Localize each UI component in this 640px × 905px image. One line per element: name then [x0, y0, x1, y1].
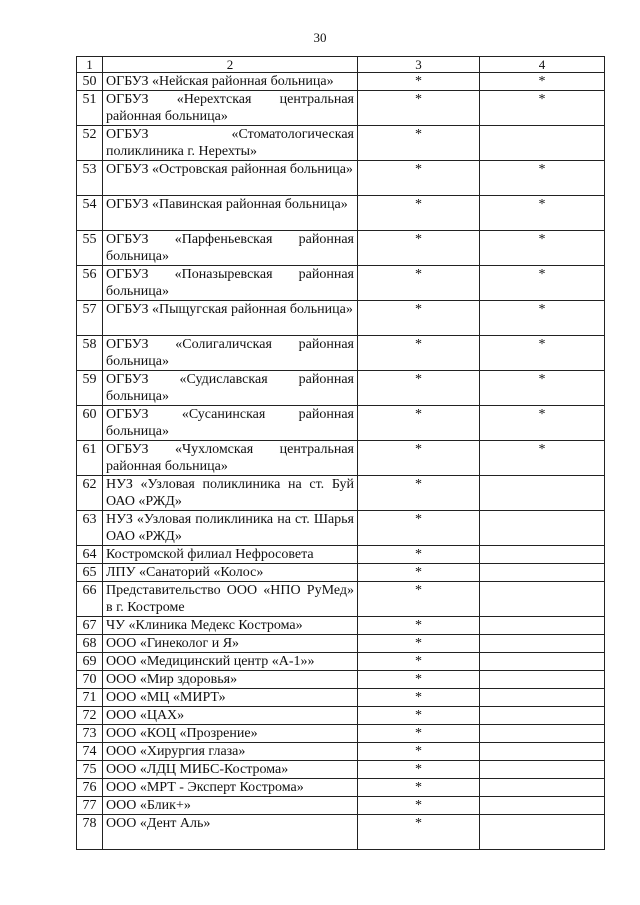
table-row: [77, 815, 605, 850]
row-number-cell: 64: [77, 546, 103, 564]
col3-mark-cell: *: [358, 635, 480, 653]
header-col-3: 3: [358, 57, 480, 73]
institution-name-cell: ОГБУЗ «Солигаличская районная больница»: [103, 336, 358, 371]
row-number-cell: 55: [77, 231, 103, 266]
col4-mark-cell: [480, 797, 605, 815]
col3-mark-cell: *: [358, 689, 480, 707]
institution-name-cell: НУЗ «Узловая поликлиника на ст. Буй ОАО «РЖД»: [103, 476, 358, 511]
col3-mark-cell: *: [358, 707, 480, 725]
table-row: [77, 336, 605, 371]
row-number-cell: 75: [77, 761, 103, 779]
table-row: [77, 126, 605, 161]
institution-name-cell: ООО «ЦАХ»: [103, 707, 358, 725]
row-number-cell: 59: [77, 371, 103, 406]
col4-mark-cell: *: [480, 196, 605, 231]
table-row: [77, 671, 605, 689]
col4-mark-cell: *: [480, 231, 605, 266]
table-row: [77, 653, 605, 671]
col3-mark-cell: *: [358, 779, 480, 797]
table-row: [77, 441, 605, 476]
table-row: [77, 73, 605, 91]
col4-mark-cell: [480, 617, 605, 635]
institution-name-cell: ОГБУЗ «Судиславская районная больница»: [103, 371, 358, 406]
col3-mark-cell: *: [358, 476, 480, 511]
table-row: [77, 635, 605, 653]
table-body: [77, 73, 605, 850]
col4-mark-cell: *: [480, 406, 605, 441]
col4-mark-cell: [480, 761, 605, 779]
row-number-cell: 72: [77, 707, 103, 725]
row-number-cell: 61: [77, 441, 103, 476]
row-number-cell: 66: [77, 582, 103, 617]
col3-mark-cell: *: [358, 797, 480, 815]
col4-mark-cell: [480, 582, 605, 617]
table-row: [77, 689, 605, 707]
col3-mark-cell: *: [358, 266, 480, 301]
institution-name-cell: ООО «Дент Аль»: [103, 815, 358, 850]
row-number-cell: 51: [77, 91, 103, 126]
row-number-cell: 52: [77, 126, 103, 161]
institution-name-cell: ОГБУЗ «Нейская районная больница»: [103, 73, 358, 91]
col4-mark-cell: *: [480, 336, 605, 371]
row-number-cell: 56: [77, 266, 103, 301]
table-row: [77, 231, 605, 266]
row-number-cell: 58: [77, 336, 103, 371]
institution-name-cell: ЛПУ «Санаторий «Колос»: [103, 564, 358, 582]
col3-mark-cell: *: [358, 371, 480, 406]
col3-mark-cell: *: [358, 336, 480, 371]
col3-mark-cell: *: [358, 546, 480, 564]
col3-mark-cell: *: [358, 743, 480, 761]
col4-mark-cell: *: [480, 266, 605, 301]
col3-mark-cell: *: [358, 511, 480, 546]
row-number-cell: 71: [77, 689, 103, 707]
row-number-cell: 76: [77, 779, 103, 797]
col4-mark-cell: [480, 564, 605, 582]
col4-mark-cell: *: [480, 161, 605, 196]
row-number-cell: 62: [77, 476, 103, 511]
row-number-cell: 63: [77, 511, 103, 546]
table-row: [77, 779, 605, 797]
institution-name-cell: ООО «КОЦ «Прозрение»: [103, 725, 358, 743]
institution-name-cell: ОГБУЗ «Поназыревская районная больница»: [103, 266, 358, 301]
col4-mark-cell: *: [480, 73, 605, 91]
header-col-2: 2: [103, 57, 358, 73]
col4-mark-cell: [480, 689, 605, 707]
institution-name-cell: ООО «Хирургия глаза»: [103, 743, 358, 761]
header-col-4: 4: [480, 57, 605, 73]
col3-mark-cell: *: [358, 582, 480, 617]
row-number-cell: 54: [77, 196, 103, 231]
col4-mark-cell: *: [480, 91, 605, 126]
col4-mark-cell: [480, 707, 605, 725]
institution-name-cell: ОГБУЗ «Нерехтская центральная районная больница»: [103, 91, 358, 126]
col4-mark-cell: [480, 815, 605, 850]
table-row: [77, 617, 605, 635]
institution-name-cell: ООО «Блик+»: [103, 797, 358, 815]
institution-name-cell: ЧУ «Клиника Медекс Кострома»: [103, 617, 358, 635]
table-row: [77, 546, 605, 564]
col4-mark-cell: [480, 511, 605, 546]
col3-mark-cell: *: [358, 231, 480, 266]
institution-name-cell: ОГБУЗ «Сусанинская районная больница»: [103, 406, 358, 441]
institution-name-cell: ОГБУЗ «Павинская районная больница»: [103, 196, 358, 231]
table-row: [77, 301, 605, 336]
col3-mark-cell: *: [358, 761, 480, 779]
table-row: [77, 406, 605, 441]
col3-mark-cell: *: [358, 725, 480, 743]
col3-mark-cell: *: [358, 671, 480, 689]
row-number-cell: 60: [77, 406, 103, 441]
table-row: [77, 371, 605, 406]
row-number-cell: 68: [77, 635, 103, 653]
institution-name-cell: Костромской филиал Нефросовета: [103, 546, 358, 564]
row-number-cell: 74: [77, 743, 103, 761]
col3-mark-cell: *: [358, 564, 480, 582]
col3-mark-cell: *: [358, 815, 480, 850]
row-number-cell: 73: [77, 725, 103, 743]
table-row: [77, 582, 605, 617]
col4-mark-cell: *: [480, 371, 605, 406]
col4-mark-cell: [480, 635, 605, 653]
col3-mark-cell: *: [358, 161, 480, 196]
row-number-cell: 57: [77, 301, 103, 336]
row-number-cell: 77: [77, 797, 103, 815]
col4-mark-cell: *: [480, 441, 605, 476]
table-row: [77, 476, 605, 511]
table-row: [77, 761, 605, 779]
institution-name-cell: ООО «ЛДЦ МИБС-Кострома»: [103, 761, 358, 779]
institution-name-cell: ООО «Гинеколог и Я»: [103, 635, 358, 653]
col3-mark-cell: *: [358, 441, 480, 476]
table-row: [77, 266, 605, 301]
col4-mark-cell: [480, 476, 605, 511]
col4-mark-cell: *: [480, 301, 605, 336]
institution-name-cell: ООО «Мир здоровья»: [103, 671, 358, 689]
row-number-cell: 50: [77, 73, 103, 91]
institution-name-cell: НУЗ «Узловая поликлиника на ст. Шарья ОАО «РЖД»: [103, 511, 358, 546]
row-number-cell: 65: [77, 564, 103, 582]
page-number: 30: [313, 30, 327, 45]
col4-mark-cell: [480, 779, 605, 797]
table-row: [77, 511, 605, 546]
col3-mark-cell: *: [358, 91, 480, 126]
col3-mark-cell: *: [358, 301, 480, 336]
col4-mark-cell: [480, 671, 605, 689]
col4-mark-cell: [480, 126, 605, 161]
row-number-cell: 53: [77, 161, 103, 196]
institution-name-cell: ООО «Медицинский центр «А-1»»: [103, 653, 358, 671]
institution-name-cell: ОГБУЗ «Стоматологическая поликлиника г. Нерехты»: [103, 126, 358, 161]
table-row: [77, 564, 605, 582]
institution-name-cell: ОГБУЗ «Островская районная больница»: [103, 161, 358, 196]
col3-mark-cell: *: [358, 653, 480, 671]
table-row: [77, 91, 605, 126]
col3-mark-cell: *: [358, 617, 480, 635]
col3-mark-cell: *: [358, 126, 480, 161]
table-row: [77, 161, 605, 196]
institution-name-cell: ОГБУЗ «Парфеньевская районная больница»: [103, 231, 358, 266]
table-row: [77, 725, 605, 743]
col4-mark-cell: [480, 743, 605, 761]
row-number-cell: 78: [77, 815, 103, 850]
col3-mark-cell: *: [358, 73, 480, 91]
col3-mark-cell: *: [358, 196, 480, 231]
col4-mark-cell: [480, 653, 605, 671]
table-row: [77, 707, 605, 725]
institution-name-cell: ООО «МЦ «МИРТ»: [103, 689, 358, 707]
institution-name-cell: ОГБУЗ «Чухломская центральная районная больница»: [103, 441, 358, 476]
table-row: [77, 797, 605, 815]
header-col-1: 1: [77, 57, 103, 73]
row-number-cell: 67: [77, 617, 103, 635]
col4-mark-cell: [480, 725, 605, 743]
row-number-cell: 70: [77, 671, 103, 689]
institution-name-cell: ОГБУЗ «Пыщугская районная больница»: [103, 301, 358, 336]
table-header-row: [77, 57, 605, 73]
col4-mark-cell: [480, 546, 605, 564]
table-row: [77, 196, 605, 231]
institution-name-cell: Представительство ООО «НПО РуМед» в г. Костроме: [103, 582, 358, 617]
institutions-table: [76, 56, 605, 850]
institution-name-cell: ООО «МРТ - Эксперт Кострома»: [103, 779, 358, 797]
col3-mark-cell: *: [358, 406, 480, 441]
table-row: [77, 743, 605, 761]
row-number-cell: 69: [77, 653, 103, 671]
